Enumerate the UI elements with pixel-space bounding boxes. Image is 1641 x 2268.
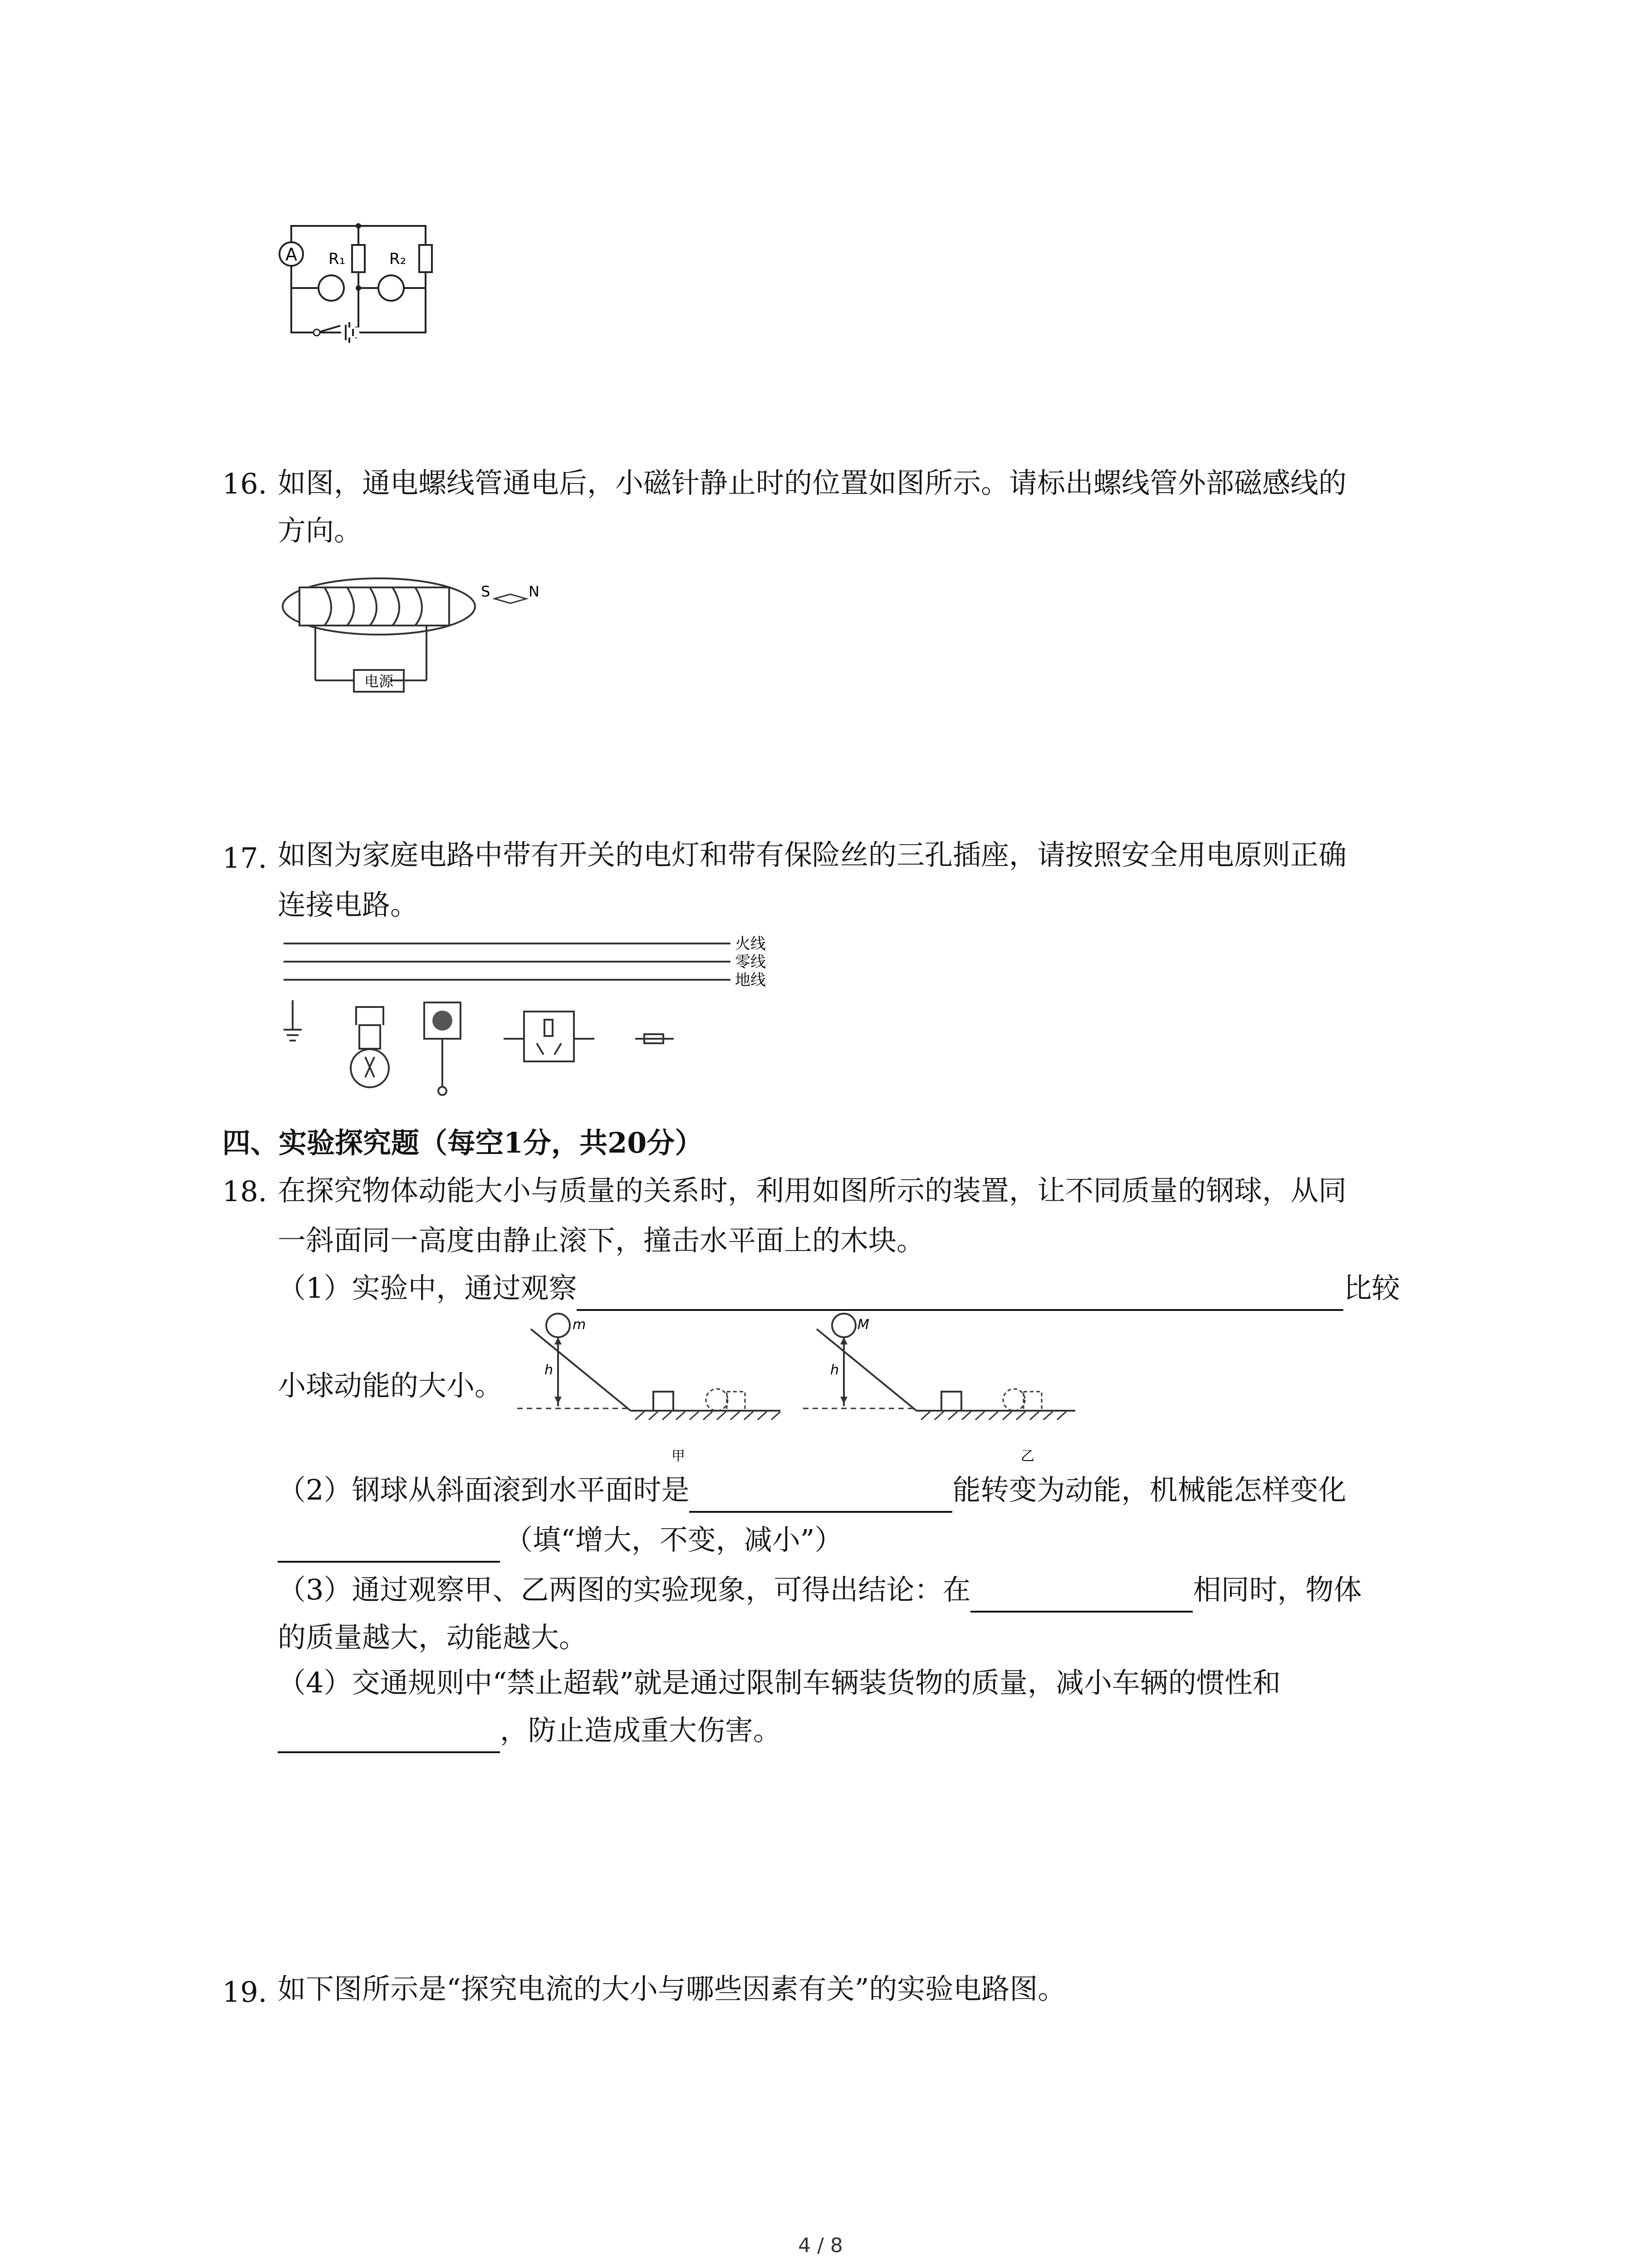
- figure-caption-jia: 甲: [671, 1448, 685, 1464]
- q17-line1: 如图为家庭电路中带有开关的电灯和带有保险丝的三孔插座，请按照安全用电原则正确: [278, 838, 1347, 871]
- solenoid-figure: [281, 569, 563, 705]
- ammeter-label: A: [285, 244, 297, 264]
- height-h-label-right: h: [830, 1362, 839, 1378]
- neutral-wire-label: 零线: [735, 953, 766, 971]
- q18-part2-hint: （填“增大，不变，减小”）: [505, 1523, 843, 1556]
- section-heading: 四、实验探究题（每空1分，共20分）: [222, 1126, 703, 1159]
- r2-label: R₂: [389, 250, 407, 268]
- q17-line2: 连接电路。: [278, 888, 419, 921]
- q18-part3-line: [278, 1567, 1362, 1613]
- mass-M-label: M: [857, 1317, 869, 1333]
- ramp-figure-right: [803, 1311, 1084, 1470]
- q18-part2-continuation: [278, 1517, 843, 1563]
- live-wire-label: 火线: [735, 935, 766, 953]
- q18-line2: 一斜面同一高度由静止滚下，撞击水平面上的木块。: [278, 1224, 925, 1257]
- power-source-label: 电源: [364, 673, 394, 690]
- q18-part4-blank[interactable]: [278, 1751, 500, 1753]
- q18-part1-prefix: （1）实验中，通过观察: [278, 1271, 577, 1305]
- figure-caption-yi: 乙: [1021, 1448, 1034, 1464]
- q18-part4-suffix: ，防止造成重大伤害。: [500, 1714, 782, 1747]
- q18-part2-blank2[interactable]: [278, 1561, 500, 1563]
- q18-line1: 在探究物体动能大小与质量的关系时，利用如图所示的装置，让不同质量的钢球，从同: [278, 1174, 1347, 1207]
- pole-n-label: N: [529, 583, 539, 600]
- q18-part1-continuation: 小球动能的大小。: [278, 1369, 503, 1402]
- r1-label: R₁: [328, 250, 346, 268]
- parallel-circuit-figure: [272, 213, 445, 345]
- q18-part1-line: [278, 1266, 1400, 1311]
- height-h-label-left: h: [544, 1362, 554, 1378]
- pole-s-label: S: [481, 583, 490, 600]
- q18-part2-suffix: 能转变为动能，机械能怎样变化: [952, 1473, 1347, 1506]
- household-circuit-figure: [277, 921, 808, 1111]
- q19-line1: 如下图所示是“探究电流的大小与哪些因素有关”的实验电路图。: [278, 1972, 1066, 2005]
- page-number: 4 / 8: [798, 2234, 843, 2257]
- q18-part1-suffix: 比较: [1343, 1271, 1400, 1305]
- q19-number: 19.: [222, 1975, 267, 2009]
- q18-number: 18.: [222, 1175, 267, 1208]
- q18-part2-blank1[interactable]: [689, 1511, 952, 1513]
- ground-wire-label: 地线: [735, 971, 766, 989]
- q18-part3-blank[interactable]: [970, 1611, 1193, 1613]
- ramp-figure-left: [517, 1311, 789, 1470]
- q18-part3-prefix: （3）通过观察甲、乙两图的实验现象，可得出结论：在: [278, 1573, 971, 1606]
- q18-part2-line: [278, 1467, 1346, 1513]
- q18-part3-suffix: 相同时，物体: [1193, 1573, 1362, 1606]
- q16-number: 16.: [222, 467, 267, 500]
- q18-part4-line1: （4）交通规则中“禁止超载”就是通过限制车辆装货物的质量，减小车辆的惯性和: [278, 1666, 1281, 1699]
- mass-m-label: m: [573, 1317, 586, 1333]
- q16-line2: 方向。: [278, 514, 362, 547]
- q18-part4-continuation: [278, 1708, 781, 1753]
- q18-part3-continuation: 的质量越大，动能越大。: [278, 1621, 588, 1654]
- q18-part2-prefix: （2）钢球从斜面滚到水平面时是: [278, 1473, 690, 1506]
- q16-line1: 如图，通电螺线管通电后，小磁针静止时的位置如图所示。请标出螺线管外部磁感线的: [278, 466, 1347, 499]
- q17-number: 17.: [222, 841, 267, 875]
